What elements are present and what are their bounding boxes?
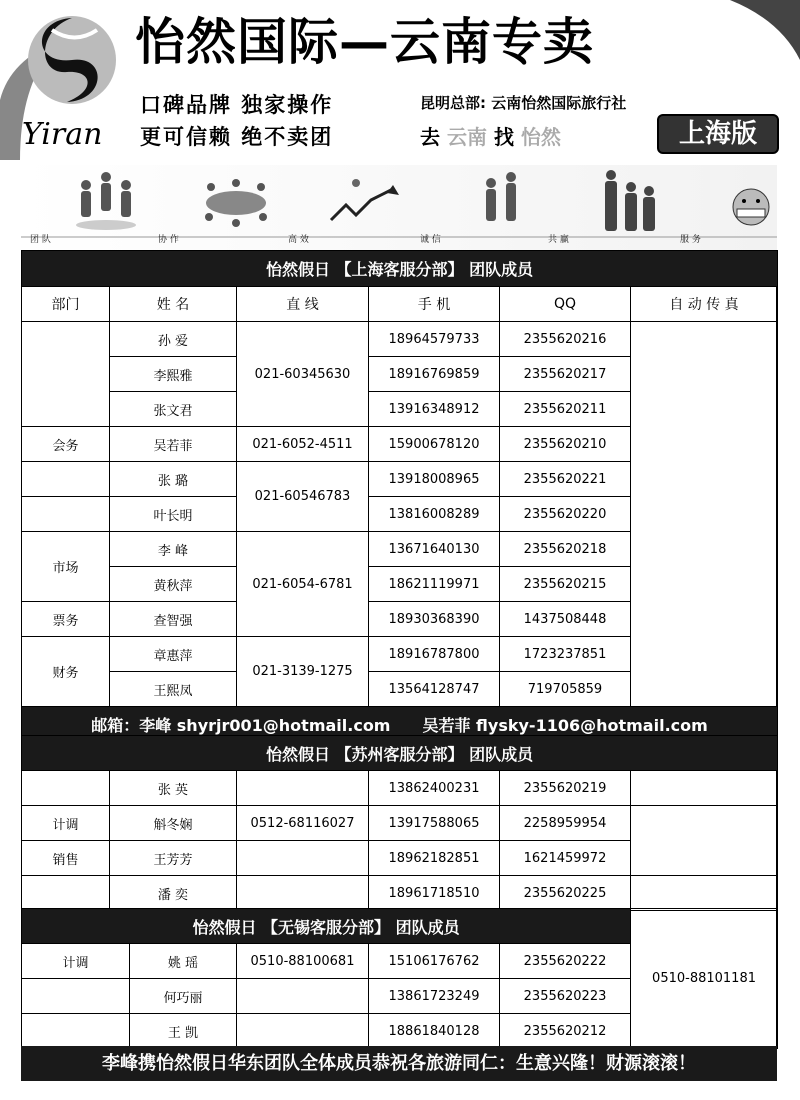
- member-name: 姚 瑶: [130, 944, 237, 979]
- dept-cell: 票务: [22, 602, 110, 637]
- member-qq: 719705859: [500, 672, 631, 707]
- member-name: 李熙雅: [110, 357, 237, 392]
- corner-swoosh-right: [710, 0, 800, 60]
- direct-line: 021-6052-4511: [237, 427, 369, 462]
- shanghai-title: 怡然假日 【上海客服分部】 团队成员: [22, 251, 778, 287]
- yiran-logo-icon: [12, 10, 124, 150]
- member-qq: 1437508448: [500, 602, 631, 637]
- member-mobile: 13861723249: [369, 979, 500, 1014]
- direct-line: 0512-68116027: [237, 806, 369, 841]
- member-name: 章惠萍: [110, 637, 237, 672]
- member-name: 张文君: [110, 392, 237, 427]
- member-mobile: 13917588065: [369, 806, 500, 841]
- member-qq: 2355620219: [500, 771, 631, 806]
- member-qq: 2355620221: [500, 462, 631, 497]
- member-name: 叶长明: [110, 497, 237, 532]
- member-qq: 2355620218: [500, 532, 631, 567]
- member-qq: 1621459972: [500, 841, 631, 876]
- table-row: [22, 806, 778, 841]
- member-qq: 1723237851: [500, 637, 631, 672]
- slogan-line-2: 更可信赖 绝不卖团: [140, 125, 334, 149]
- shanghai-table: [21, 250, 778, 742]
- col-header-line: 直 线: [237, 287, 369, 322]
- member-qq: 2355620217: [500, 357, 631, 392]
- col-header-qq: QQ: [500, 287, 631, 322]
- member-mobile: 18916787800: [369, 637, 500, 672]
- member-qq: 2355620211: [500, 392, 631, 427]
- wuxi-table: [21, 908, 778, 1049]
- suzhou-table: [21, 735, 778, 911]
- slogan-line-1: 口碑品牌 独家操作: [140, 93, 334, 117]
- table-row: [22, 771, 778, 806]
- hq-label: 昆明总部:: [420, 94, 486, 112]
- member-name: 李 峰: [110, 532, 237, 567]
- fax-cell: [631, 322, 778, 707]
- member-qq: 2355620212: [500, 1014, 631, 1049]
- member-qq: 2355620210: [500, 427, 631, 462]
- dept-cell: 计调: [22, 806, 110, 841]
- member-mobile: 15106176762: [369, 944, 500, 979]
- footer-greeting: 李峰携怡然假日华东团队全体成员恭祝各旅游同仁：生意兴隆！财源滚滚！: [21, 1046, 777, 1081]
- wuxi-title: 怡然假日 【无锡客服分部】 团队成员: [22, 909, 631, 944]
- go-place: 云南: [446, 125, 487, 149]
- member-name: 孙 爱: [110, 322, 237, 357]
- col-header-name: 姓 名: [110, 287, 237, 322]
- member-qq: 2355620223: [500, 979, 631, 1014]
- banner-label-team: 团 队: [30, 235, 51, 245]
- member-mobile: 13564128747: [369, 672, 500, 707]
- header: [0, 0, 800, 160]
- direct-line: 021-60546783: [237, 462, 369, 532]
- member-mobile: 13671640130: [369, 532, 500, 567]
- values-banner: [21, 165, 777, 250]
- col-header-dept: 部门: [22, 287, 110, 322]
- col-header-mobile: 手 机: [369, 287, 500, 322]
- member-name: 张 璐: [110, 462, 237, 497]
- member-qq: 2258959954: [500, 806, 631, 841]
- member-mobile: 18861840128: [369, 1014, 500, 1049]
- member-qq: 2355620225: [500, 876, 631, 911]
- smiley-face-icon: [733, 189, 769, 225]
- headquarters: [420, 92, 626, 113]
- member-mobile: 13862400231: [369, 771, 500, 806]
- member-mobile: 13916348912: [369, 392, 500, 427]
- member-name: 查智强: [110, 602, 237, 637]
- member-mobile: 18961718510: [369, 876, 500, 911]
- hq-name: 云南怡然国际旅行社: [491, 94, 627, 112]
- direct-line: 0510-88100681: [237, 944, 369, 979]
- member-mobile: 18964579733: [369, 322, 500, 357]
- banner-label-service: 服 务: [680, 235, 701, 245]
- suzhou-title: 怡然假日 【苏州客服分部】 团队成员: [22, 736, 778, 771]
- go-brand: 怡然: [520, 125, 561, 149]
- banner-label-integrity: 诚 信: [420, 235, 441, 245]
- direct-line: 021-3139-1275: [237, 637, 369, 707]
- member-name: 王熙凤: [110, 672, 237, 707]
- table-row: [22, 322, 778, 357]
- dept-cell: 市场: [22, 532, 110, 602]
- member-mobile: 18621119971: [369, 567, 500, 602]
- page-title: 怡然国际—云南专卖: [135, 13, 594, 71]
- wuxi-fax: 0510-88101181: [631, 909, 778, 1049]
- member-qq: 2355620215: [500, 567, 631, 602]
- email-bar: 邮箱：李峰 shyrjr001@hotmail.com 吴若菲 flysky-1106@hotmail.com: [22, 707, 778, 742]
- member-qq: 2355620222: [500, 944, 631, 979]
- member-qq: 2355620220: [500, 497, 631, 532]
- member-mobile: 13816008289: [369, 497, 500, 532]
- dept-cell: 财务: [22, 637, 110, 707]
- banner-label-cooperation: 协 作: [158, 235, 179, 245]
- col-header-fax: 自 动 传 真: [631, 287, 778, 322]
- member-mobile: 18962182851: [369, 841, 500, 876]
- member-mobile: 15900678120: [369, 427, 500, 462]
- member-mobile: 18930368390: [369, 602, 500, 637]
- member-name: 何巧丽: [130, 979, 237, 1014]
- direct-line: 021-6054-6781: [237, 532, 369, 637]
- member-name: 黄秋萍: [110, 567, 237, 602]
- table-row: [22, 876, 778, 911]
- dept-cell: 会务: [22, 427, 110, 462]
- member-qq: 2355620216: [500, 322, 631, 357]
- direct-line: 021-60345630: [237, 322, 369, 427]
- go-yunnan-slogan: [420, 121, 561, 150]
- member-name: 张 英: [110, 771, 237, 806]
- edition-badge: 上海版: [657, 114, 779, 154]
- member-name: 王 凯: [130, 1014, 237, 1049]
- go-mid: 找: [493, 125, 514, 149]
- dept-cell: 计调: [22, 944, 130, 979]
- member-name: 吴若菲: [110, 427, 237, 462]
- member-mobile: 13918008965: [369, 462, 500, 497]
- banner-label-efficiency: 高 效: [288, 235, 309, 245]
- member-name: 潘 奕: [110, 876, 237, 911]
- logo-text: Yiran: [22, 117, 103, 150]
- banner-label-winwin: 共 赢: [548, 235, 569, 245]
- member-name: 斛冬娴: [110, 806, 237, 841]
- member-name: 王芳芳: [110, 841, 237, 876]
- dept-cell: 销售: [22, 841, 110, 876]
- go-prefix: 去: [420, 125, 440, 149]
- member-mobile: 18916769859: [369, 357, 500, 392]
